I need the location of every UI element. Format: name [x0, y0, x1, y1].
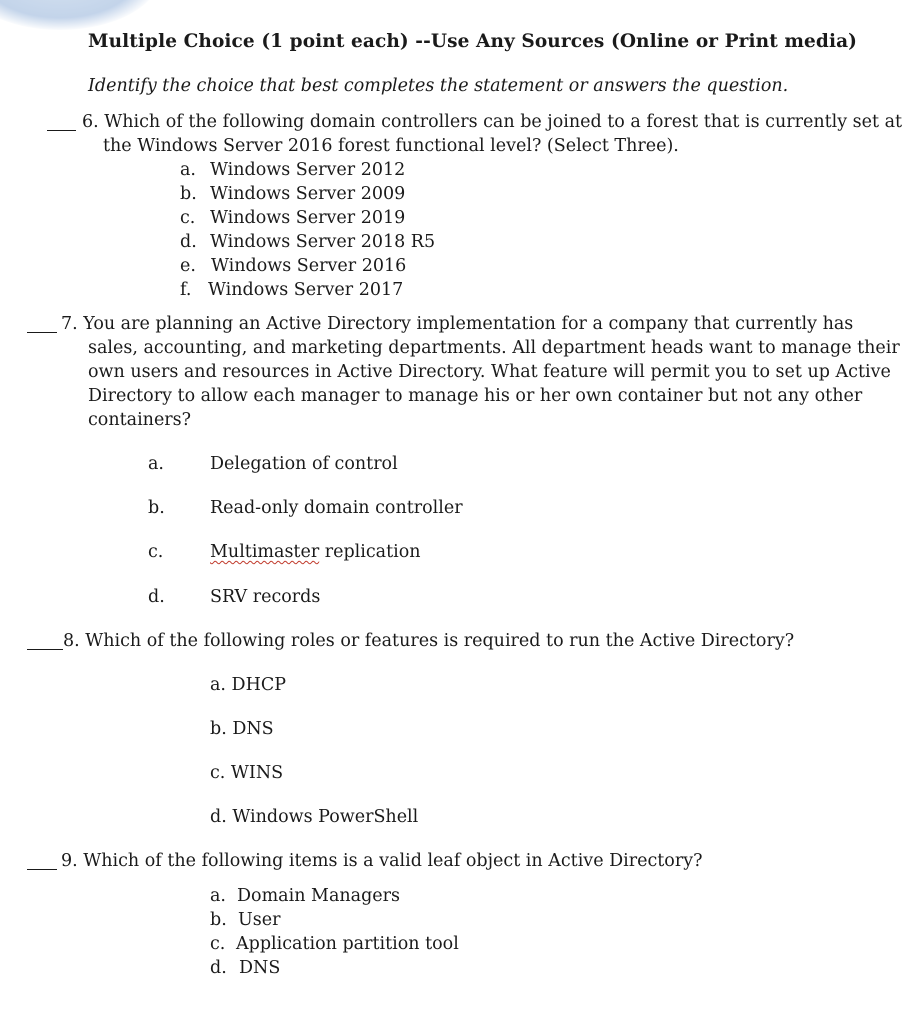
answer-blank[interactable]: [47, 114, 76, 131]
question-line: [63, 629, 794, 653]
option-text: Windows Server 2017: [208, 280, 404, 300]
option: [210, 908, 280, 932]
option-text: Windows Server 2018 R5: [210, 232, 436, 252]
option-text: Windows Server 2012: [210, 160, 406, 180]
option-text: Windows Server 2019: [210, 208, 406, 228]
option: a. DHCP: [210, 675, 287, 695]
option: [180, 182, 405, 206]
question-line: [61, 312, 853, 336]
option: c. WINS: [210, 763, 284, 783]
option-letter: b.: [210, 910, 227, 930]
instructions-text: Identify the choice that best completes the statement or answers the question.: [88, 76, 789, 96]
question-text: the Windows Server 2016 forest functional level? (Select Three).: [103, 136, 679, 156]
option-text: Application partition tool: [236, 934, 459, 954]
option-text: SRV records: [210, 587, 321, 607]
option-letter: a.: [210, 886, 226, 906]
question-text: own users and resources in Active Directory. What feature will permit you to set up Active: [88, 362, 891, 382]
option-letter: d.: [148, 587, 165, 607]
answer-blank[interactable]: [27, 633, 63, 650]
option: [148, 496, 463, 520]
section-heading: Multiple Choice (1 point each) --Use Any Sources (Online or Print media): [88, 31, 858, 52]
option: [180, 278, 403, 302]
option-letter: a.: [148, 454, 164, 474]
spellcheck-flagged-word: Multimaster: [210, 542, 320, 562]
option-letter: b.: [148, 498, 165, 518]
option-text: Read-only domain controller: [210, 498, 463, 518]
option-text: DNS: [239, 958, 281, 978]
option: b. DNS: [210, 719, 274, 739]
question-number: 9.: [61, 851, 78, 871]
option-text: Delegation of control: [210, 454, 398, 474]
option-letter: d.: [210, 958, 227, 978]
option-letter: c.: [148, 542, 164, 562]
question-text: Which of the following roles or features is required to run the Active Directory?: [85, 631, 795, 651]
question-number: 6.: [82, 112, 99, 132]
option: [210, 956, 280, 980]
option-text: Windows Server 2009: [210, 184, 406, 204]
option: d. Windows PowerShell: [210, 807, 419, 827]
option: [180, 230, 435, 254]
question-text: You are planning an Active Directory implementation for a company that currently has: [83, 314, 854, 334]
option-text: User: [238, 910, 281, 930]
option-letter: c.: [180, 208, 196, 228]
question-line: [82, 110, 902, 134]
option-letter: f.: [180, 280, 192, 300]
option-text: Windows Server 2016: [211, 256, 407, 276]
answer-blank[interactable]: [27, 316, 57, 333]
question-text: Which of the following domain controllers can be joined to a forest that is currently set at: [104, 112, 903, 132]
option: [210, 932, 459, 956]
question-text: Which of the following items is a valid leaf object in Active Directory?: [83, 851, 703, 871]
option: [148, 452, 398, 476]
question-text: containers?: [88, 410, 192, 430]
question-text: sales, accounting, and marketing departments. All department heads want to manage their: [88, 338, 900, 358]
option: [180, 206, 405, 230]
option: [210, 884, 400, 908]
option: [180, 158, 405, 182]
question-text: Directory to allow each manager to manage his or her own container but not any other: [88, 386, 863, 406]
option-letter: d.: [180, 232, 197, 252]
option-letter: e.: [180, 256, 196, 276]
answer-blank[interactable]: [27, 853, 57, 870]
option-letter: b.: [180, 184, 197, 204]
option-text: Domain Managers: [237, 886, 400, 906]
question-line: [61, 849, 702, 873]
option-letter: c.: [210, 934, 226, 954]
option-text: replication: [319, 542, 421, 562]
option-letter: a.: [180, 160, 196, 180]
option: [148, 585, 320, 609]
question-number: 8.: [63, 631, 80, 651]
question-number: 7.: [61, 314, 78, 334]
option: [180, 254, 406, 278]
option: [148, 540, 421, 564]
